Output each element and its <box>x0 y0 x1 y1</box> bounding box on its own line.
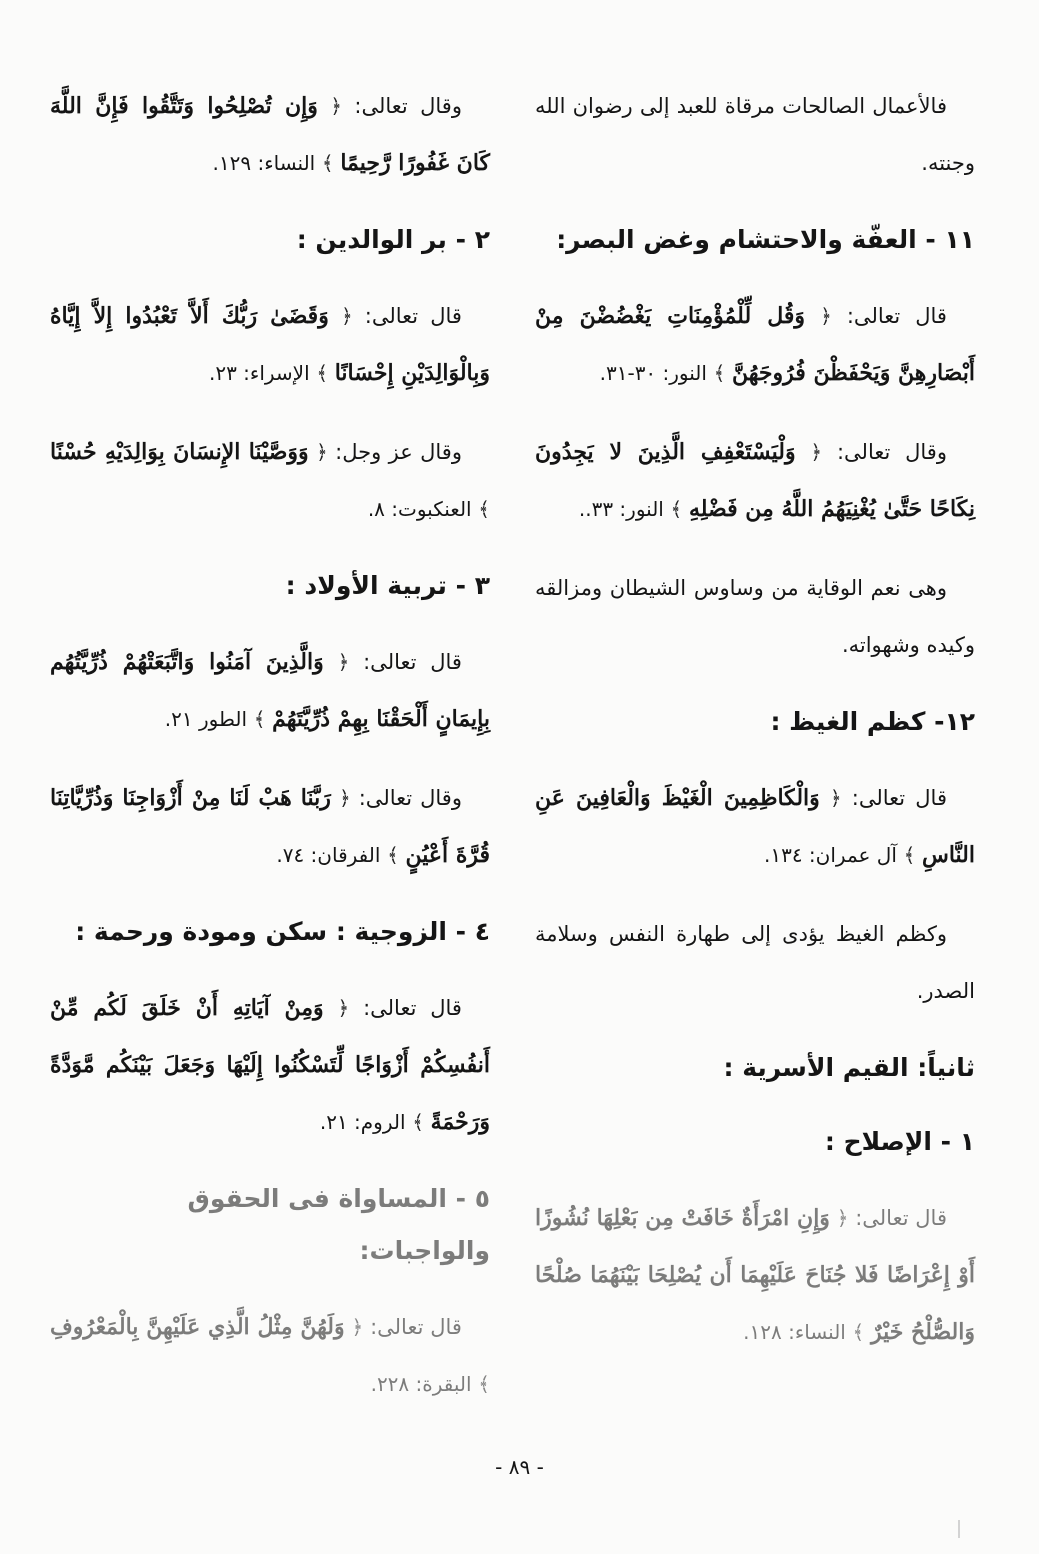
section-heading: ١٢- كظم الغيظ : <box>770 707 975 736</box>
verse-reference: الفرقان: ٧٤. <box>276 843 381 867</box>
verse-close-bracket: ﴾ <box>316 361 329 385</box>
verse-intro: وقال تعالى: <box>354 94 462 118</box>
verse-paragraph <box>50 770 490 884</box>
section-heading: ١ - الإصلاح : <box>824 1127 975 1156</box>
verse-citation <box>50 770 490 884</box>
verse-reference: النساء: ١٢٨. <box>743 1320 846 1344</box>
heading-block <box>50 1173 490 1277</box>
verse-text: وَإِنِ امْرَأَةٌ خَافَتْ مِن بَعْلِهَا نُشُوزًا أَوْ إِعْرَاضًا فَلا جُنَاحَ عَلَيْهِمَا أَن يُصْلِحَا بَيْنَهُمَا صُلْحًا وَالصُّلْحُ خَيْرٌ <box>535 1205 975 1345</box>
verse-close-bracket: ﴾ <box>253 707 266 731</box>
heading-block <box>50 906 490 958</box>
verse-close-bracket: ﴾ <box>903 843 916 867</box>
verse-intro: قال تعالى: <box>851 786 947 810</box>
section-heading: ٥ - المساواة فى الحقوق والواجبات: <box>187 1184 490 1265</box>
verse-intro: قال تعالى: <box>370 1315 462 1339</box>
verse-close-bracket: ﴾ <box>478 1372 490 1396</box>
verse-open-bracket: ﴿ <box>338 786 351 810</box>
section-heading: ٢ - بر الوالدين : <box>296 225 490 254</box>
heading-block <box>535 1116 975 1168</box>
verse-intro: قال تعالى: <box>363 996 462 1020</box>
verse-intro: قال تعالى: <box>855 1206 947 1230</box>
verse-paragraph <box>50 634 490 748</box>
body-paragraph: وكظم الغيظ يؤدى إلى طهارة النفس وسلامة الصدر. <box>535 922 975 1003</box>
verse-reference: الإسراء: ٢٣. <box>208 361 310 385</box>
verse-paragraph <box>50 288 490 402</box>
paragraph-block <box>535 78 975 192</box>
verse-open-bracket: ﴿ <box>330 94 342 118</box>
verse-citation <box>535 288 975 402</box>
verse-paragraph <box>535 1190 975 1361</box>
heading-block <box>535 214 975 266</box>
body-paragraph: وهى نعم الوقاية من وساوس الشيطان ومزالقه وكيده وشهواته. <box>535 576 975 657</box>
verse-intro: قال تعالى: <box>846 304 947 328</box>
verse-reference: الروم: ٢١. <box>319 1110 406 1134</box>
verse-text: وَقُل لِّلْمُؤْمِنَاتِ يَغْضُضْنَ مِنْ أَبْصَارِهِنَّ وَيَحْفَظْنَ فُرُوجَهُنَّ <box>535 303 975 386</box>
verse-open-bracket: ﴿ <box>316 440 328 464</box>
verse-open-bracket: ﴿ <box>337 996 350 1020</box>
verse-close-bracket: ﴾ <box>387 843 399 867</box>
heading-block <box>535 696 975 748</box>
verse-text: وَالَّذِينَ آمَنُوا وَاتَّبَعَتْهُمْ ذُرِّيَّتُهُم بِإِيمَانٍ أَلْحَقْنَا بِهِمْ ذُرِّيَّتَهُمْ <box>50 649 490 732</box>
section-heading: ١١ - العفّة والاحتشام وغض البصر: <box>556 225 975 254</box>
verse-reference: الطور ٢١. <box>164 707 248 731</box>
verse-reference: النساء: ١٢٩. <box>212 151 316 175</box>
verse-text: وَالْكَاظِمِينَ الْغَيْظَ وَالْعَافِينَ عَنِ النَّاسِ <box>535 785 975 868</box>
verse-citation <box>50 1299 490 1413</box>
heading-block <box>535 1042 975 1094</box>
verse-citation <box>535 770 975 884</box>
heading-block <box>50 214 490 266</box>
verse-text: وَإِن تُصْلِحُوا وَتَتَّقُوا فَإِنَّ اللَّهَ كَانَ غَفُورًا رَّحِيمًا <box>50 93 490 176</box>
verse-close-bracket: ﴾ <box>412 1110 424 1134</box>
verse-intro: وقال تعالى: <box>358 786 462 810</box>
verse-reference: العنكبوت: ٨. <box>367 497 472 521</box>
verse-intro: قال تعالى: <box>363 650 462 674</box>
verse-citation <box>50 980 490 1151</box>
verse-close-bracket: ﴾ <box>478 497 490 521</box>
verse-text: وَمِنْ آيَاتِهِ أَنْ خَلَقَ لَكُم مِّنْ أَنفُسِكُمْ أَزْوَاجًا لِّتَسْكُنُوا إِلَيْهَا وَجَعَلَ بَيْنَكُم مَّوَدَّةً وَرَحْمَةً <box>50 995 490 1135</box>
verse-citation <box>535 1190 975 1361</box>
paragraph-block <box>535 906 975 1020</box>
heading-block <box>50 560 490 612</box>
verse-reference: النور: ٣٣.. <box>578 497 664 521</box>
verse-open-bracket: ﴿ <box>351 1315 364 1339</box>
verse-reference: البقرة: ٢٢٨. <box>370 1372 472 1396</box>
verse-open-bracket: ﴿ <box>810 440 823 464</box>
verse-reference: النور: ٣٠-٣١. <box>599 361 707 385</box>
verse-text: وَلْيَسْتَعْفِفِ الَّذِينَ لا يَجِدُونَ نِكَاحًا حَتَّىٰ يُغْنِيَهُمُ اللَّهُ مِن فَضْلِهِ <box>535 439 975 522</box>
left-column <box>50 78 490 1435</box>
verse-open-bracket: ﴿ <box>829 786 842 810</box>
verse-reference: آل عمران: ١٣٤. <box>763 843 897 867</box>
verse-text: وَوَصَّيْنَا الإِنسَانَ بِوَالِدَيْهِ حُسْنًا <box>50 439 309 465</box>
verse-citation <box>50 288 490 402</box>
verse-close-bracket: ﴾ <box>713 361 726 385</box>
verse-open-bracket: ﴿ <box>820 304 832 328</box>
verse-close-bracket: ﴾ <box>852 1320 865 1344</box>
section-heading: ٤ - الزوجية : سكن ومودة ورحمة : <box>75 917 490 946</box>
paragraph-block <box>535 560 975 674</box>
verse-paragraph <box>50 1299 490 1413</box>
verse-citation <box>535 424 975 538</box>
body-paragraph: فالأعمال الصالحات مرقاة للعبد إلى رضوان الله وجنته. <box>535 94 975 175</box>
verse-close-bracket: ﴾ <box>670 497 683 521</box>
verse-text: وَقَضَىٰ رَبُّكَ أَلاَّ تَعْبُدُوا إِلاَّ إِيَّاهُ وَبِالْوَالِدَيْنِ إِحْسَانًا <box>50 303 490 386</box>
verse-paragraph <box>535 770 975 884</box>
verse-citation <box>50 424 490 538</box>
scan-edge-mark <box>958 1520 960 1538</box>
verse-paragraph <box>50 980 490 1151</box>
verse-paragraph <box>535 288 975 402</box>
verse-open-bracket: ﴿ <box>836 1206 849 1230</box>
verse-paragraph <box>50 78 490 192</box>
section-heading: ٣ - تربية الأولاد : <box>285 571 490 600</box>
verse-citation <box>50 78 490 192</box>
verse-open-bracket: ﴿ <box>340 304 353 328</box>
verse-intro: وقال عز وجل: <box>335 440 462 464</box>
verse-intro: وقال تعالى: <box>836 440 947 464</box>
section-heading: ثانياً: القيم الأسرية : <box>723 1053 975 1082</box>
page-number: - ٨٩ - <box>495 1455 544 1479</box>
verse-open-bracket: ﴿ <box>337 650 350 674</box>
verse-text: وَلَهُنَّ مِثْلُ الَّذِي عَلَيْهِنَّ بِالْمَعْرُوفِ <box>50 1314 345 1340</box>
verse-intro: قال تعالى: <box>364 304 462 328</box>
verse-close-bracket: ﴾ <box>321 151 334 175</box>
verse-citation <box>50 634 490 748</box>
verse-text: رَبَّنَا هَبْ لَنَا مِنْ أَزْوَاجِنَا وَذُرِّيَّاتِنَا قُرَّةَ أَعْيُنٍ <box>50 785 490 868</box>
right-column <box>535 78 975 1383</box>
verse-paragraph <box>50 424 490 538</box>
verse-paragraph <box>535 424 975 538</box>
